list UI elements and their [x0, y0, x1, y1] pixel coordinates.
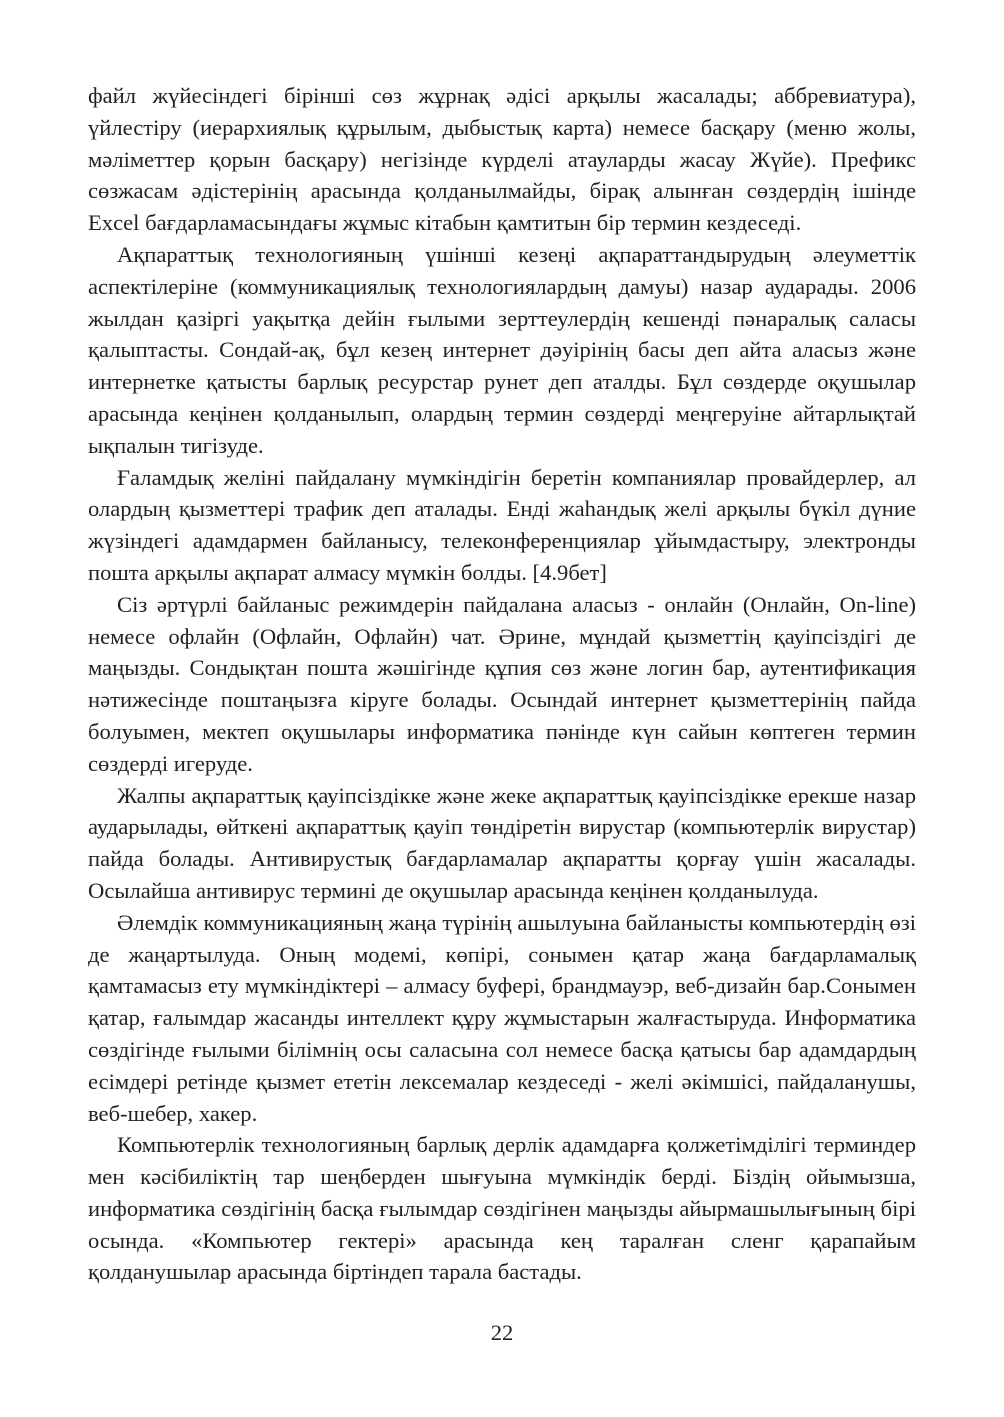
- paragraph-5: Жалпы ақпараттық қауіпсіздікке және жеке ақпараттық қауіпсіздікке ерекше назар аударылады, өйткені ақпараттық қауіп төндіретін вирустар (компьютерлік вирустар) пайда болады. Антивирустық бағдарламалар ақпаратты қорғау үшін жасалады. Осылайша антивирус термині де оқушылар арасында кеңінен қолданылуда.: [88, 782, 916, 903]
- paragraph-7: Компьютерлік технологияның барлық дерлік адамдарға қолжетімділігі терминдер мен кәсібиліктің тар шеңберден шығуына мүмкіндік берді. Біздің ойымызша, информатика сөздігінің басқа ғылымдар сөздігінен маңызды айырмашылығының бірі осында. «Компьютер гектері» арасында кең таралған сленг қарапайым қолданушылар арасында біртіндеп тарала бастады.: [88, 1132, 916, 1285]
- document-body: [88, 80, 916, 1288]
- page-number: 22: [490, 1320, 514, 1345]
- paragraph-4: Сіз әртүрлі байланыс режимдерін пайдалана аласыз - онлайн (Онлайн, On-line) немесе офлайн (Офлайн, Офлайн) чат. Әрине, мұндай қызметтің қауіпсіздігі де маңызды. Сондықтан пошта жәшігінде құпия сөз және логин бар, аутентификация нәтижесінде поштаңызға кіруге болады. Осындай интернет қызметтерінің пайда болуымен, мектеп оқушылары информатика пәнінде күн сайын көптеген термин сөздерді игеруде.: [88, 591, 916, 776]
- paragraph-2: Ақпараттық технологияның үшінші кезеңі ақпараттандырудың әлеуметтік аспектілеріне (коммуникациялық технологиялардың дамуы) назар аударады. 2006 жылдан қазіргі уақытқа дейін ғылыми зерттеулердің кешенді пәнаралық саласы қалыптасты. Сондай-ақ, бұл кезең интернет дәуірінің басы деп айта аласыз және интернетке қатысты барлық ресурстар рунет деп аталды. Бұл сөздерде оқушылар арасында кеңінен қолданылып, олардың термин сөздерді меңгеруіне айтарлықтай ықпалын тигізуде.: [88, 241, 916, 458]
- paragraph-6: Әлемдік коммуникацияның жаңа түрінің ашылуына байланысты компьютердің өзі де жаңартылуда. Оның модемі, көпірі, сонымен қатар жаңа бағдарламалық қамтамасыз ету мүмкіндіктері – алмасу буфері, брандмауэр, веб-дизайн бар.Сонымен қатар, ғалымдар жасанды интеллект құру жұмыстарын жалғастыруда. Информатика сөздігінде ғылыми білімнің осы саласына сол немесе басқа қатысы бар адамдардың есімдері ретінде қызмет ететін лексемалар кездеседі - желі әкімшісі, пайдаланушы, веб-шебер, хакер.: [88, 909, 916, 1126]
- paragraph-1: файл жүйесіндегі бірінші сөз жұрнақ әдісі арқылы жасалады; аббревиатура), үйлестіру (иерархиялық құрылым, дыбыстық карта) немесе басқару (меню жолы, мәліметтер қорын басқару) негізінде күрделі атауларды жасау Жүйе). Префикс сөзжасам әдістерінің арасында қолданылмайды, бірақ алынған сөздердің ішінде Excel бағдарламасындағы жұмыс кітабын қамтитын бір термин кездеседі.: [88, 83, 916, 236]
- paragraph-3: Ғаламдық желіні пайдалану мүмкіндігін беретін компаниялар провайдерлер, ал олардың қызметтері трафик деп аталады. Енді жаһандық желі арқылы бүкіл дүние жүзіндегі адамдармен байланысу, телеконференциялар ұйымдастыру, электронды пошта арқылы ақпарат алмасу мүмкін болды. [4.9бет]: [88, 464, 916, 585]
